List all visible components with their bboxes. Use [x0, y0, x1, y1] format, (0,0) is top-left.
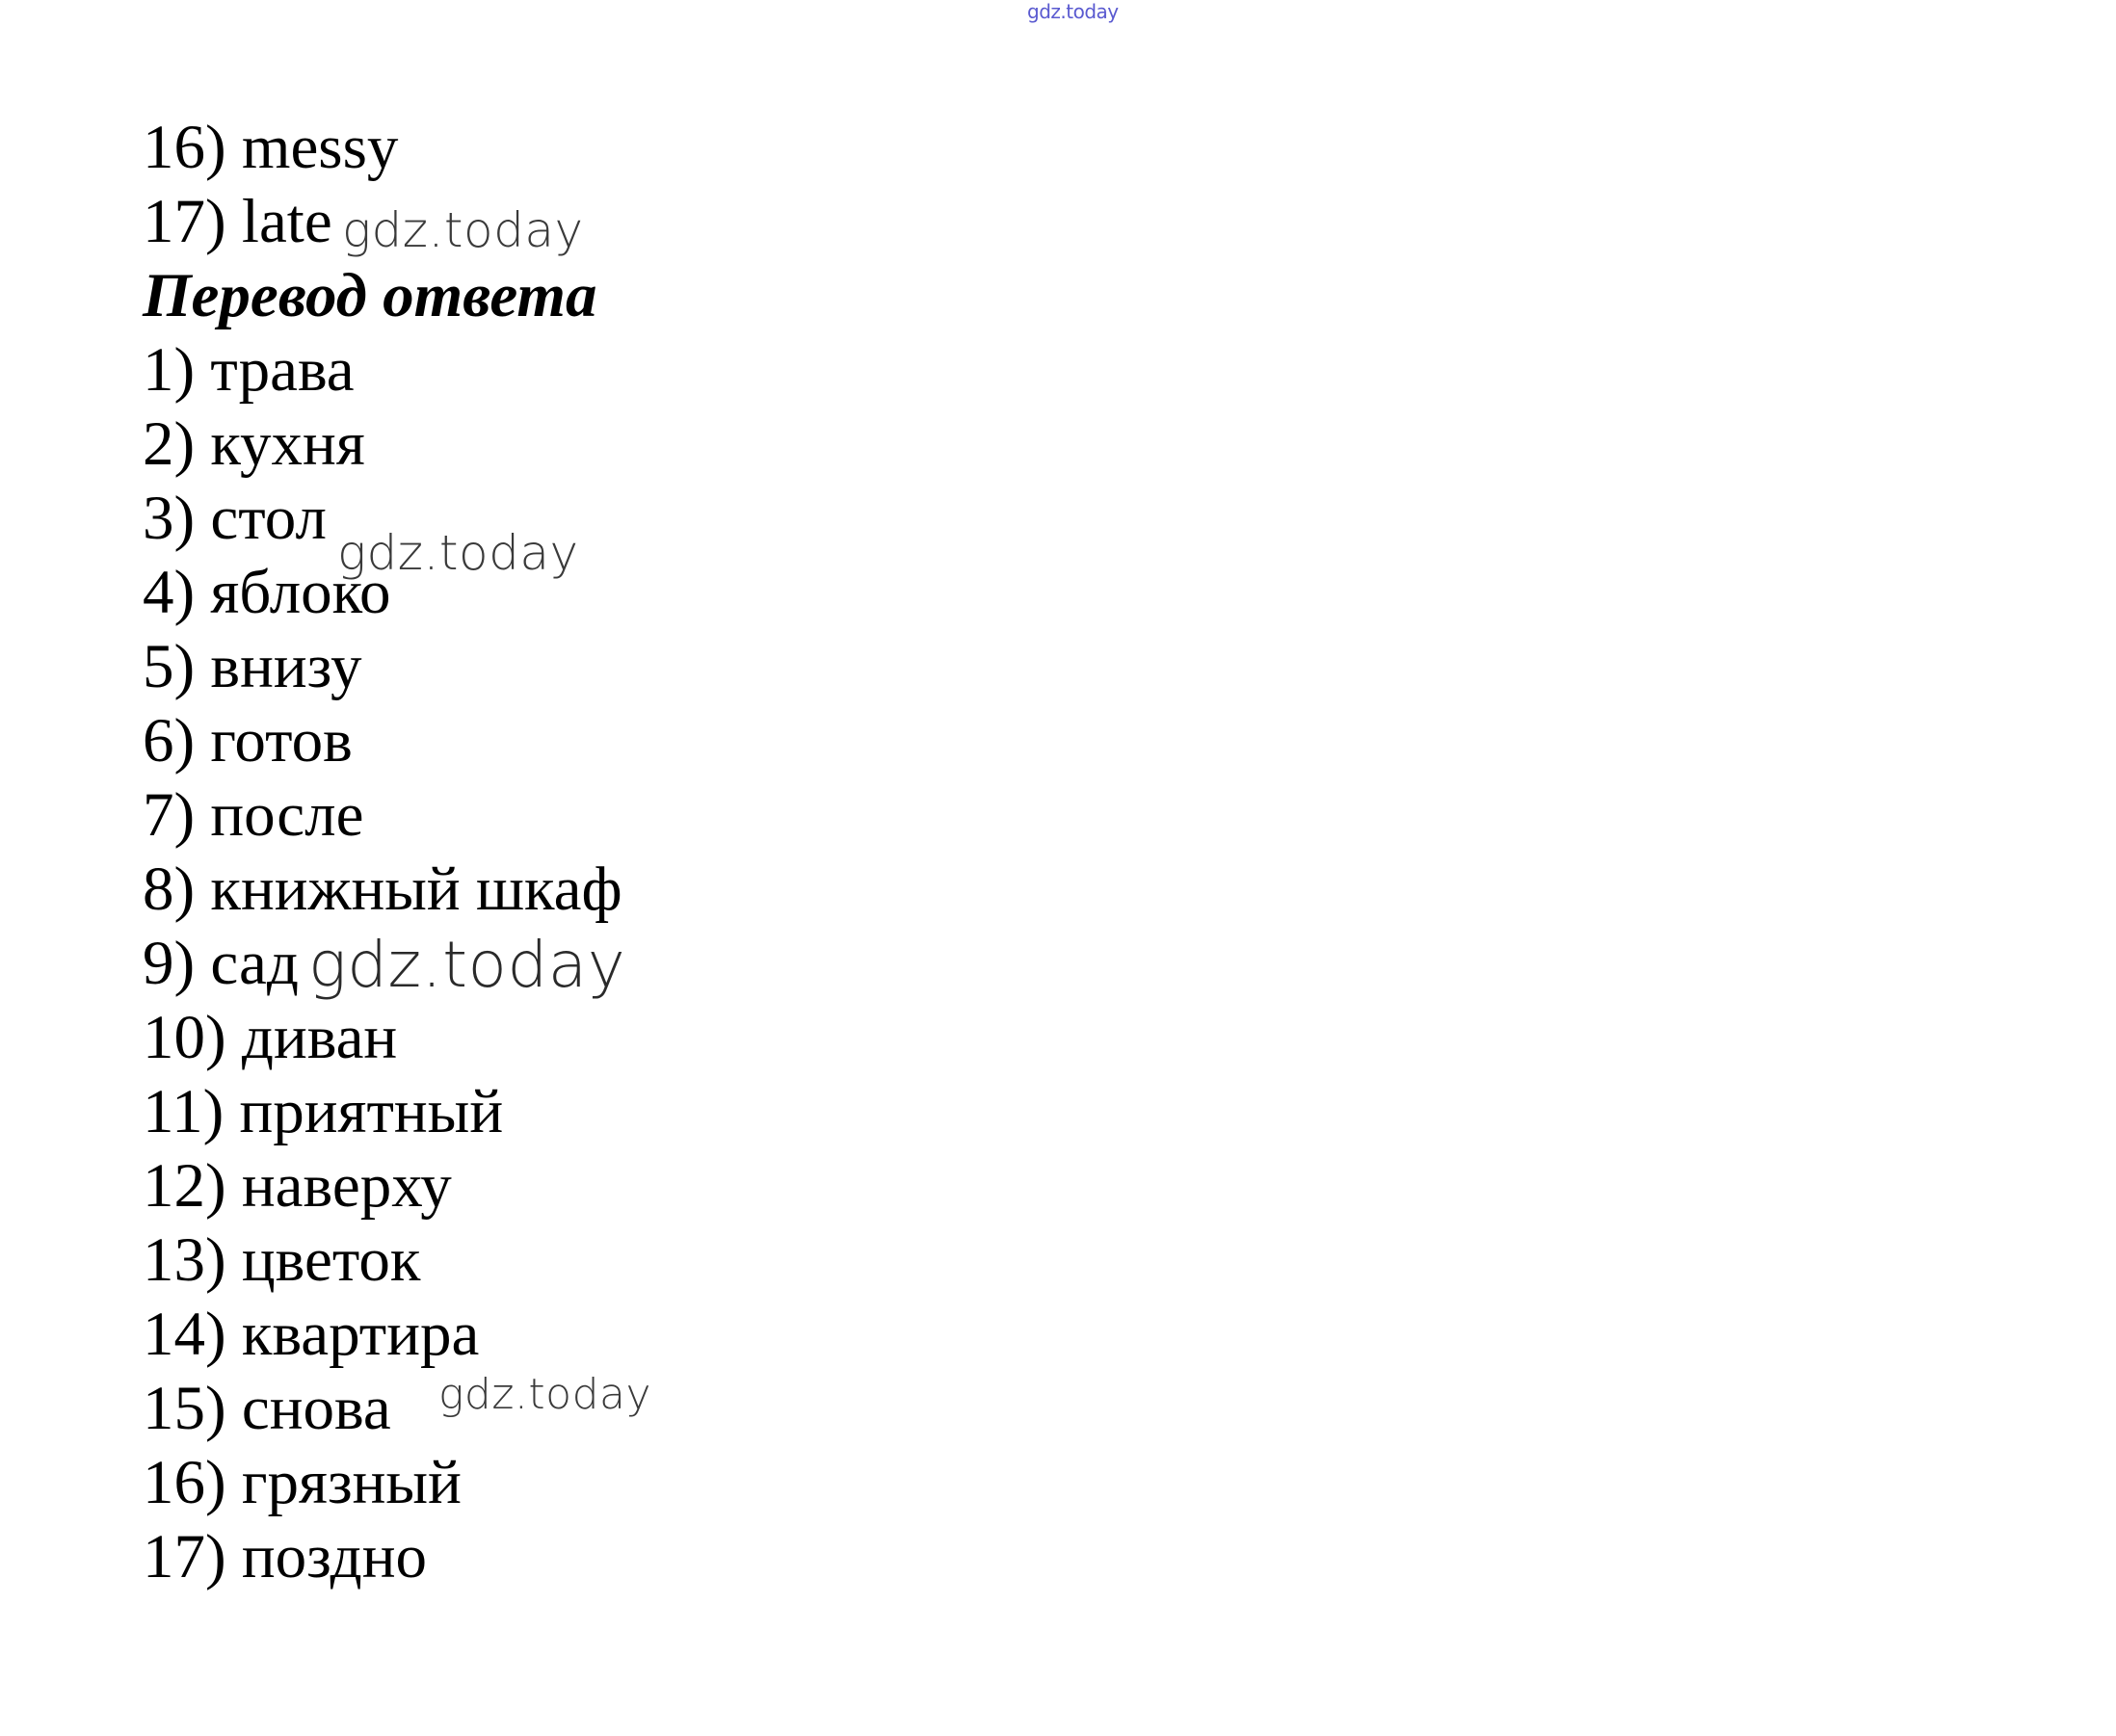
list-item: 17) поздно	[143, 1522, 428, 1591]
list-item: 15) снова	[143, 1374, 391, 1443]
list-item: 12) наверху	[143, 1151, 452, 1221]
watermark: gdz.today	[308, 928, 626, 1002]
list-item: 2) кухня	[143, 409, 365, 479]
list-item: 9) сад	[143, 929, 299, 998]
watermark-top: gdz.today	[1027, 0, 1119, 23]
list-item: 16) messy	[143, 113, 399, 182]
list-item: 11) приятный	[143, 1077, 504, 1146]
list-item: 1) трава	[143, 335, 355, 405]
list-item: 13) цветок	[143, 1225, 421, 1295]
list-item: 14) квартира	[143, 1300, 480, 1369]
section-heading: Перевод ответа	[143, 261, 597, 330]
list-item: 6) готов	[143, 706, 353, 776]
watermark: gdz.today	[342, 202, 584, 258]
list-item: 3) стол	[143, 484, 327, 553]
list-item: 8) книжный шкаф	[143, 855, 622, 924]
list-item: 4) яблоко	[143, 558, 391, 627]
list-item: 17) late	[143, 187, 332, 256]
list-item: 5) внизу	[143, 632, 362, 701]
list-item: 7) после	[143, 780, 364, 850]
list-item: 16) грязный	[143, 1448, 462, 1517]
watermark: gdz.today	[337, 525, 579, 581]
list-item: 10) диван	[143, 1003, 398, 1072]
watermark: gdz.today	[438, 1370, 652, 1419]
